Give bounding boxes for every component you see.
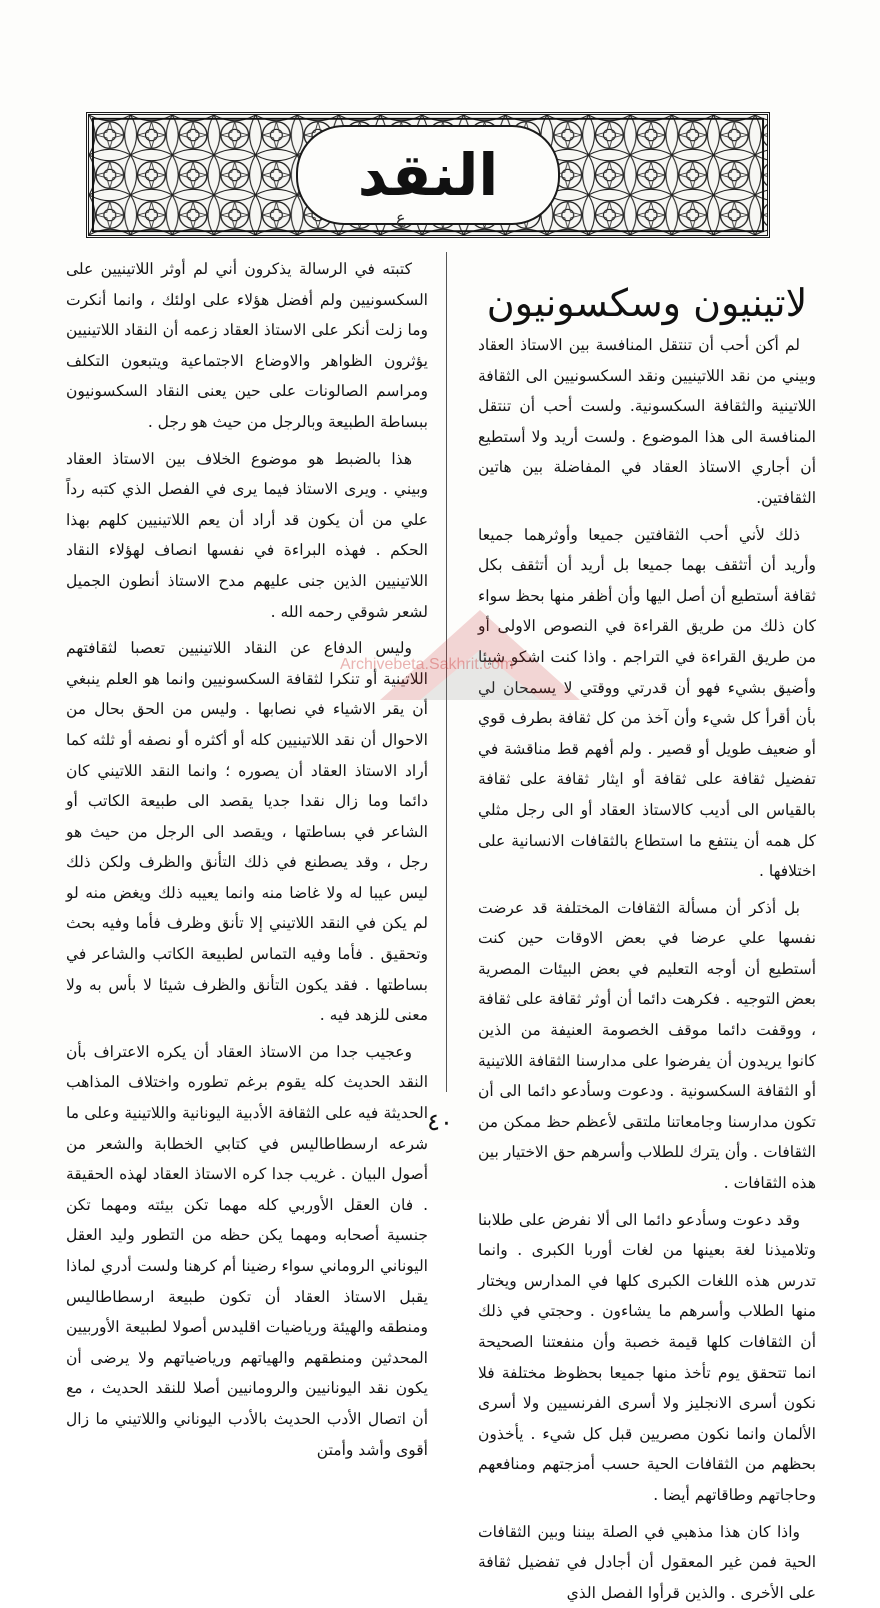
page-number: ٤٠ xyxy=(427,1108,453,1136)
paragraph: واذا كان هذا مذهبي في الصلة بيننا وبين الثقافات الحية فمن غير المعقول أن أجادل في تفضيل ثقافة على الأخرى . والذين قرأوا الفصل الذي xyxy=(478,1522,816,1602)
ornamental-header-banner xyxy=(86,112,770,238)
masthead-title: النقد xyxy=(357,141,499,209)
left-column xyxy=(66,254,428,1465)
paragraph: بل أذكر أن مسألة الثقافات المختلفة قد عرضت نفسها علي عرضا في بعض الاوقات حين كنت أستطيع أن أوجه التعليم في بعض البيئات المصرية بعض التوجيه . فكرهت دائما أن أوثر ثقافة على ثقافة ، ووقفت دائما موقف الخصومة العنيفة من الذين كانوا يريدون أن يفرضوا على مدارسنا الثقافة اللاتينية أو الثقافة السكسونية . ودعوت وسأدعو دائما الى أن تكون مدارسنا وجامعاتنا ملتقى لأعظم حظ ممكن من الثقافات . وأن يترك للطلاب وأسرهم حق الاختيار بين هذه الثقافات . xyxy=(478,898,816,1193)
paragraph: وعجيب جدا من الاستاذ العقاد أن يكره الاعتراف بأن النقد الحديث كله يقوم برغم تطوره واختلاف المذاهب الحديثة فيه على الثقافة الأدبية اليونانية واللاتينية وعلى ما شرعه ارسطاطاليس في كتابي الخطابة والشعر من أصول البيان . غريب جدا كره الاستاذ العقاد لهذه الحقيقة . فان العقل الأوربي كله مهما تكن بيئته ومهما تكن جنسية أصحابه ومهما يكن حظه من التطور وليد العقل اليوناني الروماني سواء رضينا أم كرهنا ولست أدري لماذا يقبل الاستاذ العقاد أن تكون طبيعة ارسطاطاليس ومنطقه والهيئة ورياضيات اقليدس أصولا لطبيعة الأوربيين المحدثين ومنطقهم والهياتهم ورياضياتهم ولا يرضى أن يكون نقد اليونانيين والرومانيين أصلا للنقد الحديث ، مع أن اتصال الأدب الحديث بالأدب اليوناني واللاتيني ما زال أقوى وأشد وأمتن xyxy=(66,1042,428,1459)
right-column xyxy=(478,330,816,1608)
paragraph: هذا بالضبط هو موضوع الخلاف بين الاستاذ العقاد وبيني . ويرى الاستاذ فيما يرى في الفصل الذي كتبه رداً علي من أن يكون قد أراد أن يعم اللاتينيين كلهم بهذا الحكم . فهذه البراءة في نفسها انصاف لهؤلاء النقاد اللاتينيين الذين جنى عليهم مدح الاستاذ أنطون الجميل لشعر شوقي رحمه الله . xyxy=(66,449,428,621)
watermark-url: Archivebeta.Sakhrit.com xyxy=(340,656,514,673)
paragraph: كتبته في الرسالة يذكرون أني لم أوثر اللاتينيين على السكسونيين ولم أفضل هؤلاء على اولئك ، وانما أنكرت وما زلت أنكر على الاستاذ العقاد زعمه أن النقاد اللاتينيين يؤثرون الظواهر والاوضاع الاجتماعية ويتبعون التكلف ومراسم الصالونات على حين يعنى النقاد السكسونيون ببساطة الطبيعة وبالرجل من حيث هو رجل . xyxy=(66,260,428,431)
paragraph: ذلك لأني أحب الثقافتين جميعا وأوثرهما جميعا وأريد أن أتثقف بهما جميعا بل أريد أن أتثقف بكل ثقافة أستطيع أن أصل اليها وأن أظفر منها بحظ سواء كان ذلك من طريق القراءة في النصوص الاولى أو من طريق القراءة في التراجم . واذا كنت اشكو شيئا وأضيق بشيء فهو أن قدرتي ووقتي لا يسمحان لي بأن أقرأ كل شيء وأن آخذ من كل ثقافة بطرف قوي أو ضعيف طويل أو قصير . ولم أفهم قط مناقشة في تفضيل ثقافة على ثقافة أو ايثار ثقافة على ثقافة بالقياس الى أديب كالاستاذ العقاد أو الى رجل مثلي كل همه أن ينتفع ما استطاع بالثقافات الانسانية على اختلافها . xyxy=(478,525,816,881)
paragraph: وقد دعوت وسأدعو دائما الى ألا نفرض على طلابنا وتلاميذنا لغة بعينها من لغات أوربا الكبرى . وانما تدرس هذه اللغات الكبرى كلها في المدارس ويختار منها الطلاب وأسرهم ما يشاءون . وحجتي في ذلك أن الثقافات كلها قيمة خصبة وأن منفعتنا الصحيحة انما تتحقق يوم تأخذ منها جميعا بحظوظ مختلفة فلا نكون أسرى الانجليز ولا أسرى الفرنسيين ولا أسرى الألمان وانما نكون مصريين قبل كل شيء . يأخذون بحظهم من الثقافات الحية حسب أمزجتهم ومنافعهم وحاجاتهم وطاقاتهم أيضا . xyxy=(478,1210,816,1504)
article-title: لاتينيون وسكسونيون xyxy=(486,281,808,326)
title-cartouche xyxy=(296,125,560,225)
calligrapher-signature: ع xyxy=(396,208,406,227)
paragraph: لم أكن أحب أن تنتقل المنافسة بين الاستاذ العقاد وبيني من نقد اللاتينيين ونقد السكسونيين الى الثقافة اللاتينية والثقافة السكسونية. ولست أحب أن تنتقل المنافسة الى هذا الموضوع . ولست أريد ولا أستطيع أن أجاري الاستاذ العقاد في المفاضلة بين هاتين الثقافتين. xyxy=(478,336,816,507)
paragraph: وليس الدفاع عن النقاد اللاتينيين تعصبا لثقافتهم اللاتينية أو تنكرا لثقافة السكسونيين وانما هو العلم ينبغي أن يقر الاشياء في نصابها . وليس من الحق بحال من الاحوال أن نقد اللاتينيين كله أو أكثره أو نصفه أو ثلثه كما أراد الاستاذ العقاد أن يصوره ؛ وانما النقد اللاتيني كان دائما وما زال نقدا جديا يقصد الى طبيعة الكاتب أو الشاعر في بساطتها ، ويقصد الى الرجل من حيث هو رجل ، وقد يصطنع في ذلك التأنق والظرف ولكن ذلك ليس عيبا له ولا غاضا منه وانما يعيبه ذلك ويغض منه لو لم يكن في النقد اللاتيني إلا تأنق وظرف فأما وفيه بحث وتحقيق . فأما وفيه التماس لطبيعة الكاتب والشاعر في بساطتها . فقد يكون التأنق والظرف شيئا لا بأس به ولا معنى للزهد فيه . xyxy=(66,639,428,1025)
